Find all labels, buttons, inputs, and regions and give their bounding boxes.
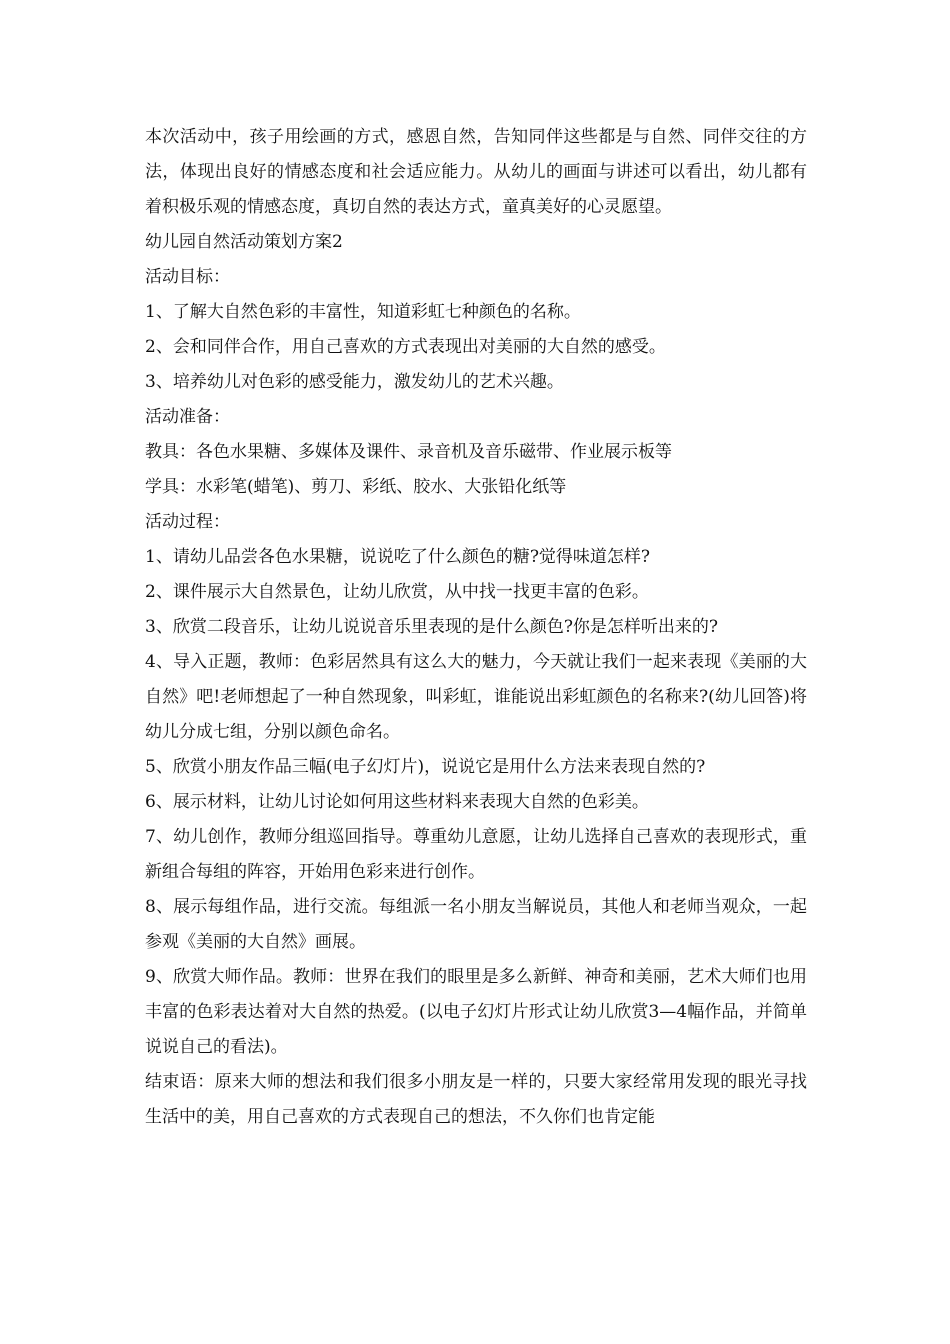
process-step-3: 3、欣赏二段音乐，让幼儿说说音乐里表现的是什么颜色?你是怎样听出来的? [145,617,719,637]
goal-item-3: 3、培养幼儿对色彩的感受能力，激发幼儿的艺术兴趣。 [145,372,564,392]
goal-item-1: 1、了解大自然色彩的丰富性，知道彩虹七种颜色的名称。 [145,302,581,322]
process-step-8: 8、展示每组作品，进行交流。每组派一名小朋友当解说员，其他人和老师当观众，一起参观《美丽的大自然》画展。 [145,897,807,952]
process-step-9: 9、欣赏大师作品。教师：世界在我们的眼里是多么新鲜、神奇和美丽，艺术大师们也用丰富的色彩表达着对大自然的热爱。(以电子幻灯片形式让幼儿欣赏3—4幅作品，并简单说说自己的看法)。 [145,967,807,1057]
goals-heading: 活动目标： [145,267,230,287]
process-heading: 活动过程： [145,512,230,532]
process-step-4: 4、导入正题，教师：色彩居然具有这么大的魅力，今天就让我们一起来表现《美丽的大自然》吧!老师想起了一种自然现象，叫彩虹，谁能说出彩虹颜色的名称来?(幼儿回答)将幼儿分成七组，分别以颜色命名。 [145,652,807,742]
teaching-aids: 教具：各色水果糖、多媒体及课件、录音机及音乐磁带、作业展示板等 [145,442,672,462]
process-step-1: 1、请幼儿品尝各色水果糖，说说吃了什么颜色的糖?觉得味道怎样? [145,547,651,567]
process-step-6: 6、展示材料，让幼儿讨论如何用这些材料来表现大自然的色彩美。 [145,792,649,812]
closing-remarks: 结束语：原来大师的想法和我们很多小朋友是一样的，只要大家经常用发现的眼光寻找生活中的美，用自己喜欢的方式表现自己的想法，不久你们也肯定能 [145,1072,807,1127]
section-heading: 幼儿园自然活动策划方案2 [145,232,343,252]
preparation-heading: 活动准备： [145,407,230,427]
process-step-5: 5、欣赏小朋友作品三幅(电子幻灯片)，说说它是用什么方法来表现自然的? [145,757,706,777]
goal-item-2: 2、会和同伴合作，用自己喜欢的方式表现出对美丽的大自然的感受。 [145,337,666,357]
intro-paragraph: 本次活动中，孩子用绘画的方式，感恩自然，告知同伴这些都是与自然、同伴交往的方法，体现出良好的情感态度和社会适应能力。从幼儿的画面与讲述可以看出，幼儿都有着积极乐观的情感态度，真切自然的表达方式，童真美好的心灵愿望。 [145,127,807,217]
document-body [145,120,807,1135]
process-step-2: 2、课件展示大自然景色，让幼儿欣赏，从中找一找更丰富的色彩。 [145,582,649,602]
learning-materials: 学具：水彩笔(蜡笔)、剪刀、彩纸、胶水、大张铅化纸等 [145,477,567,497]
process-step-7: 7、幼儿创作，教师分组巡回指导。尊重幼儿意愿，让幼儿选择自己喜欢的表现形式，重新组合每组的阵容，开始用色彩来进行创作。 [145,827,807,882]
